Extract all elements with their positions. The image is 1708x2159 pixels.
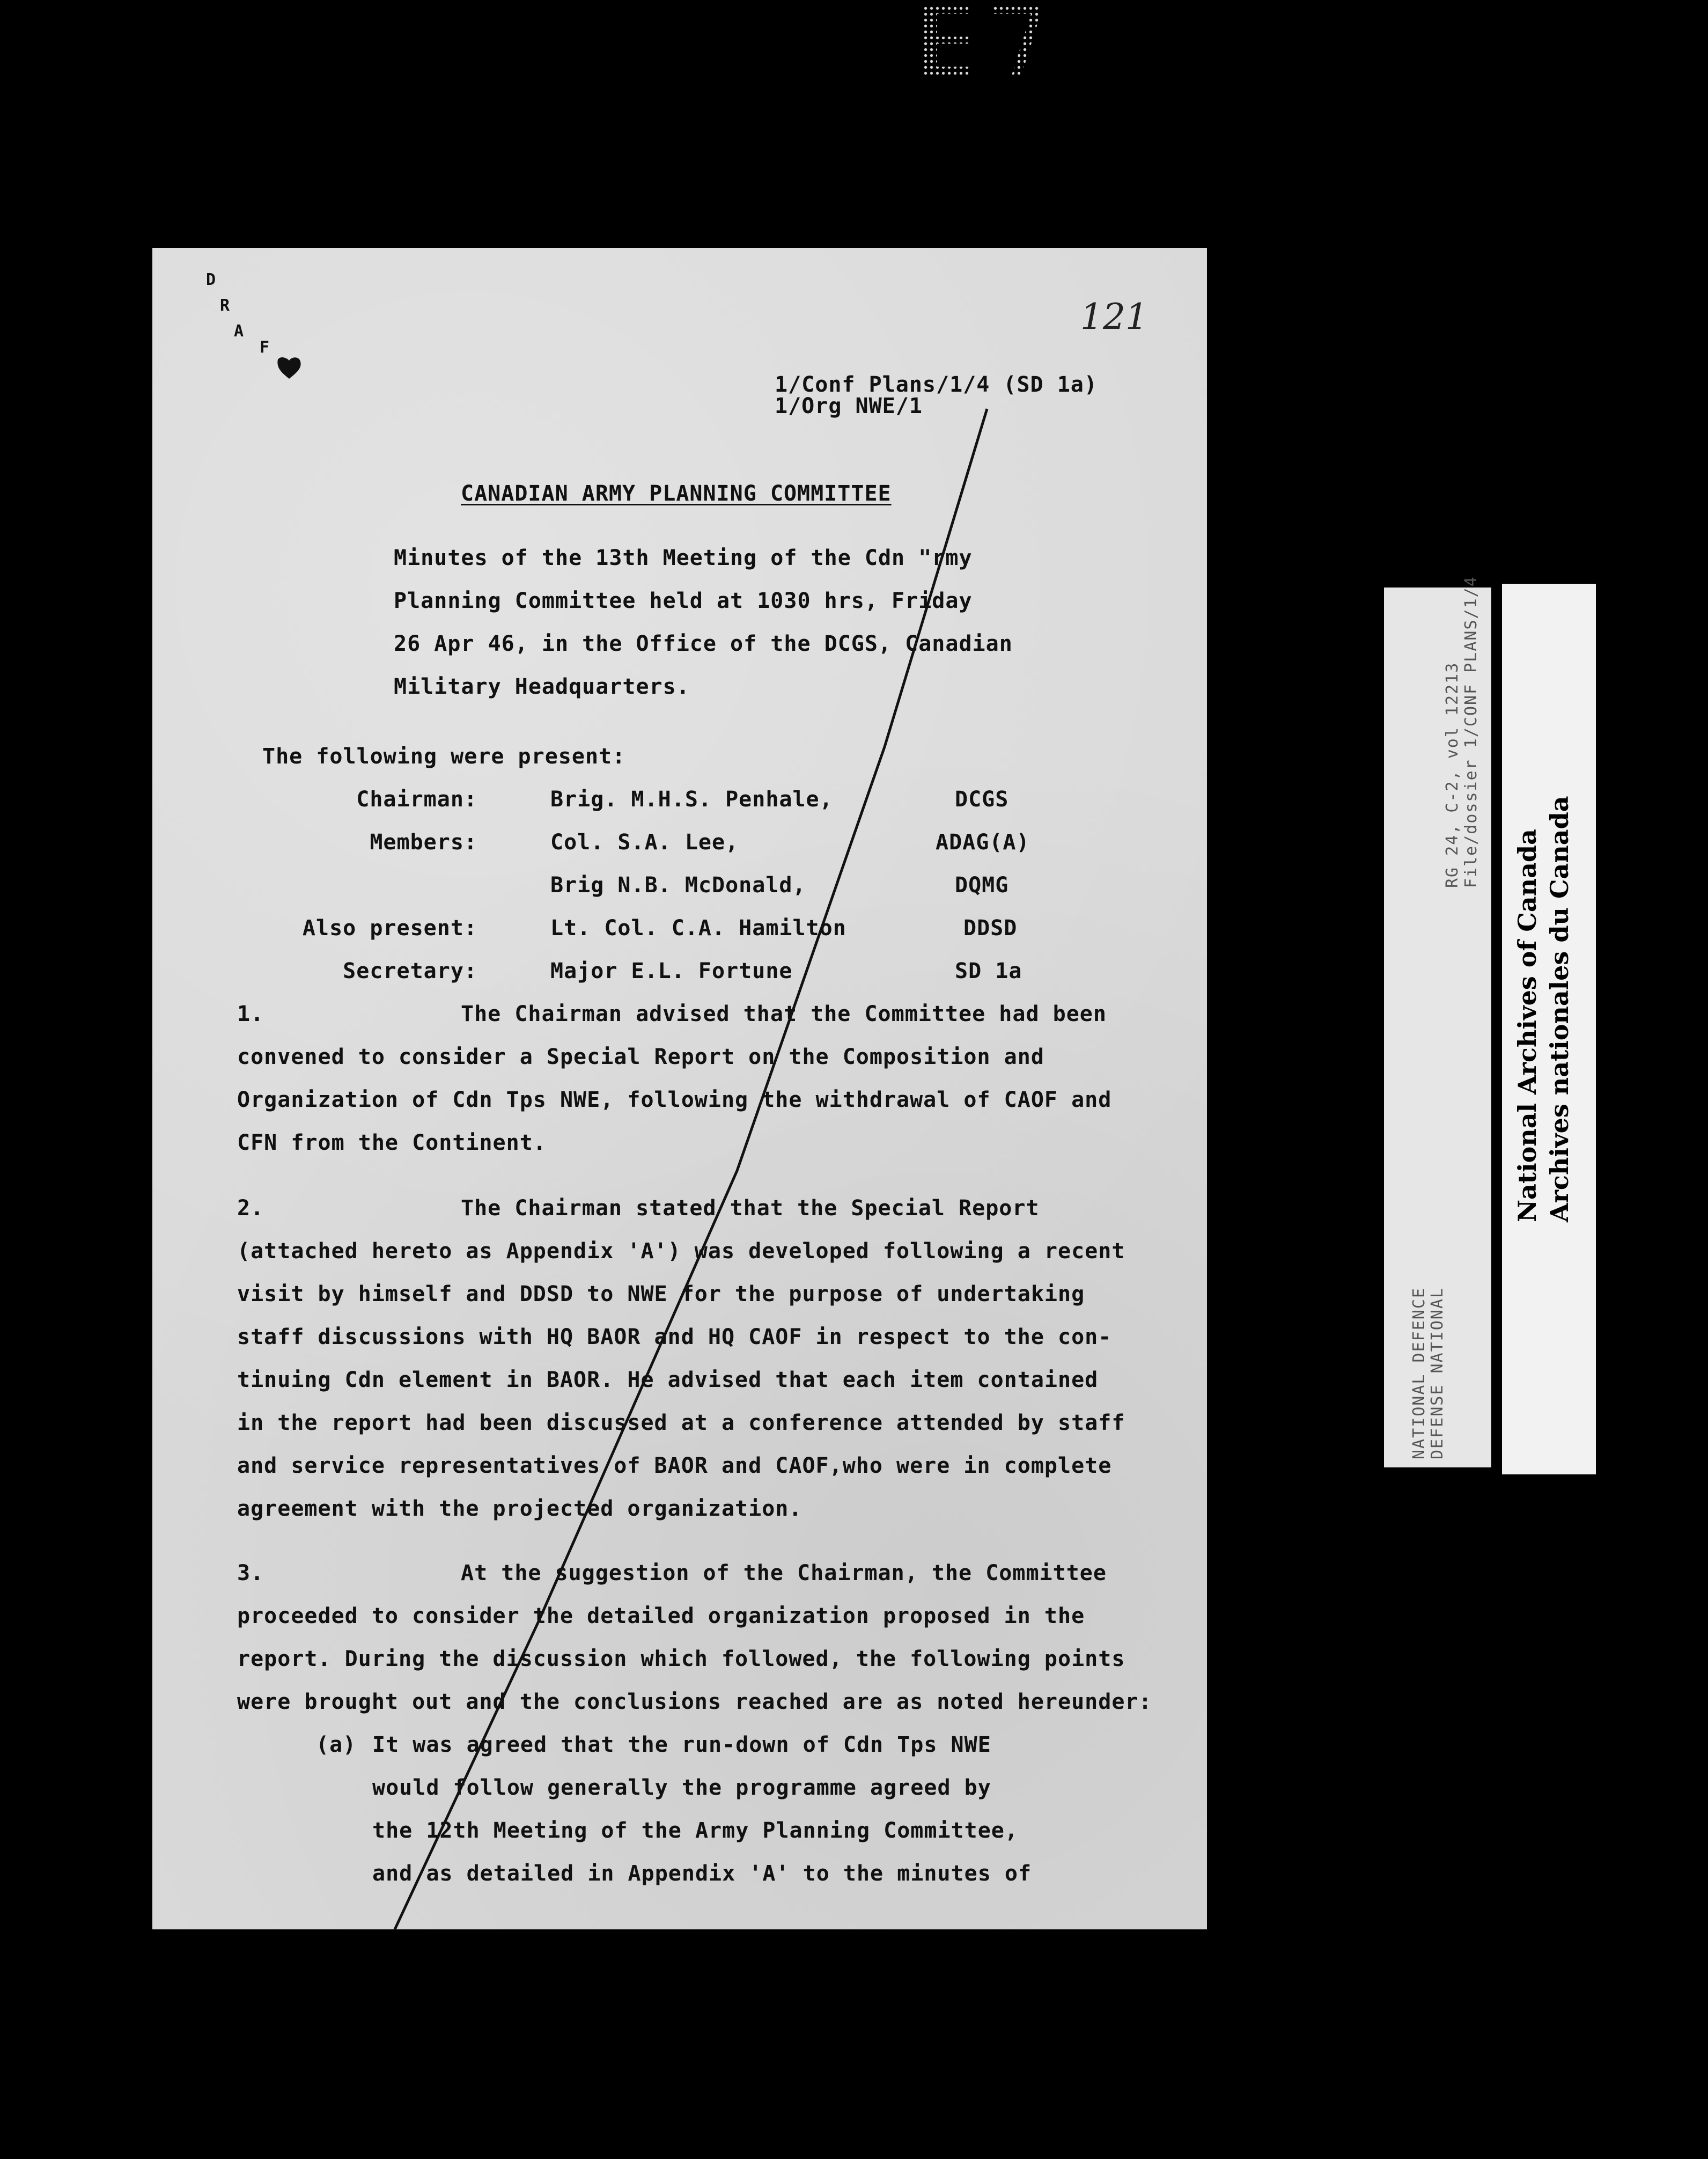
paragraph-line: (attached hereto as Appendix 'A') was developed following a recent bbox=[237, 1239, 1125, 1264]
paragraph-number: 3. bbox=[237, 1561, 264, 1585]
subparagraph-line: would follow generally the programme agreed by bbox=[372, 1775, 991, 1800]
attendee-name: Lt. Col. C.A. Hamilton bbox=[550, 916, 846, 941]
department-fr: DEFENSE NATIONAL bbox=[1428, 1287, 1447, 1459]
intro-line: Minutes of the 13th Meeting of the Cdn "rmy bbox=[394, 546, 973, 570]
draft-stamp-letter: D bbox=[206, 270, 216, 289]
paragraph-number: 2. bbox=[237, 1196, 264, 1221]
film-dot-digit-7 bbox=[992, 5, 1041, 75]
attendee-post: SD 1a bbox=[955, 959, 1022, 983]
paragraph-line: At the suggestion of the Chairman, the Committee bbox=[461, 1561, 1107, 1585]
present-heading: The following were present: bbox=[262, 744, 626, 769]
subparagraph-label: (a) bbox=[316, 1732, 357, 1757]
subparagraph-line: the 12th Meeting of the Army Planning Committee, bbox=[372, 1818, 1018, 1843]
ink-blot-icon bbox=[276, 355, 303, 380]
attendee-post: DQMG bbox=[955, 873, 1009, 898]
attendee-name: Brig. M.H.S. Penhale, bbox=[550, 787, 833, 812]
subparagraph-line: and as detailed in Appendix 'A' to the minutes of bbox=[372, 1861, 1032, 1886]
attendee-role: Chairman: bbox=[356, 787, 477, 812]
paragraph-line: and service representatives of BAOR and CAOF,who were in complete bbox=[237, 1453, 1112, 1478]
document-title: CANADIAN ARMY PLANNING COMMITTEE bbox=[461, 481, 892, 506]
paragraph-line: staff discussions with HQ BAOR and HQ CAOF in respect to the con- bbox=[237, 1325, 1112, 1349]
archives-name-en: National Archives of Canada bbox=[1513, 829, 1542, 1222]
paragraph-line: tinuing Cdn element in BAOR. He advised that each item contained bbox=[237, 1368, 1099, 1392]
archive-reference-card bbox=[1384, 576, 1491, 1467]
paragraph-line: visit by himself and DDSD to NWE for the purpose of undertaking bbox=[237, 1282, 1085, 1306]
file-reference: 1/Org NWE/1 bbox=[775, 394, 923, 418]
paragraph-line: in the report had been discussed at a conference attended by staff bbox=[237, 1411, 1125, 1435]
intro-line: 26 Apr 46, in the Office of the DCGS, Canadian bbox=[394, 631, 1013, 656]
archive-reference: File/dossier 1/CONF PLANS/1/4 bbox=[1462, 576, 1481, 888]
film-dot-digit-3 bbox=[923, 5, 971, 75]
film-frame-marks bbox=[923, 0, 1062, 80]
paragraph-line: report. During the discussion which followed, the following points bbox=[237, 1647, 1125, 1671]
attendee-name: Brig N.B. McDonald, bbox=[550, 873, 806, 898]
paragraph-line: CFN from the Continent. bbox=[237, 1130, 547, 1155]
attendee-post: DDSD bbox=[963, 916, 1018, 941]
attendee-role: Secretary: bbox=[343, 959, 477, 983]
attendee-post: ADAG(A) bbox=[936, 830, 1030, 855]
paragraph-line: proceeded to consider the detailed organization proposed in the bbox=[237, 1604, 1085, 1628]
paragraph-line: were brought out and the conclusions reached are as noted hereunder: bbox=[237, 1690, 1152, 1714]
paragraph-number: 1. bbox=[237, 1002, 264, 1026]
page-number: 121 bbox=[1080, 296, 1148, 337]
paragraph-line: agreement with the projected organization. bbox=[237, 1496, 803, 1521]
intro-line: Military Headquarters. bbox=[394, 674, 690, 699]
paragraph-line: Organization of Cdn Tps NWE, following the withdrawal of CAOF and bbox=[237, 1088, 1112, 1112]
subparagraph-line: It was agreed that the run-down of Cdn Tps NWE bbox=[372, 1732, 991, 1757]
file-reference: 1/Conf Plans/1/4 (SD 1a) bbox=[775, 372, 1098, 397]
archives-name-fr: Archives nationales du Canada bbox=[1545, 796, 1574, 1222]
attendee-role: Members: bbox=[370, 830, 477, 855]
archive-reference: RG 24, C-2, vol 12213 bbox=[1443, 662, 1462, 888]
archives-canada-card bbox=[1502, 584, 1596, 1474]
document-page bbox=[152, 248, 1207, 1929]
attendee-role: Also present: bbox=[302, 916, 477, 941]
draft-stamp-letter: A bbox=[234, 322, 244, 341]
attendee-name: Major E.L. Fortune bbox=[550, 959, 793, 983]
attendee-post: DCGS bbox=[955, 787, 1009, 812]
attendee-name: Col. S.A. Lee, bbox=[550, 830, 739, 855]
paragraph-line: The Chairman stated that the Special Report bbox=[461, 1196, 1040, 1221]
draft-stamp-letter: F bbox=[260, 338, 270, 357]
paragraph-line: The Chairman advised that the Committee had been bbox=[461, 1002, 1107, 1026]
paragraph-line: convened to consider a Special Report on the Composition and bbox=[237, 1045, 1044, 1069]
department-en: NATIONAL DEFENCE bbox=[1410, 1287, 1429, 1459]
intro-line: Planning Committee held at 1030 hrs, Friday bbox=[394, 589, 973, 613]
draft-stamp-letter: R bbox=[220, 296, 230, 315]
